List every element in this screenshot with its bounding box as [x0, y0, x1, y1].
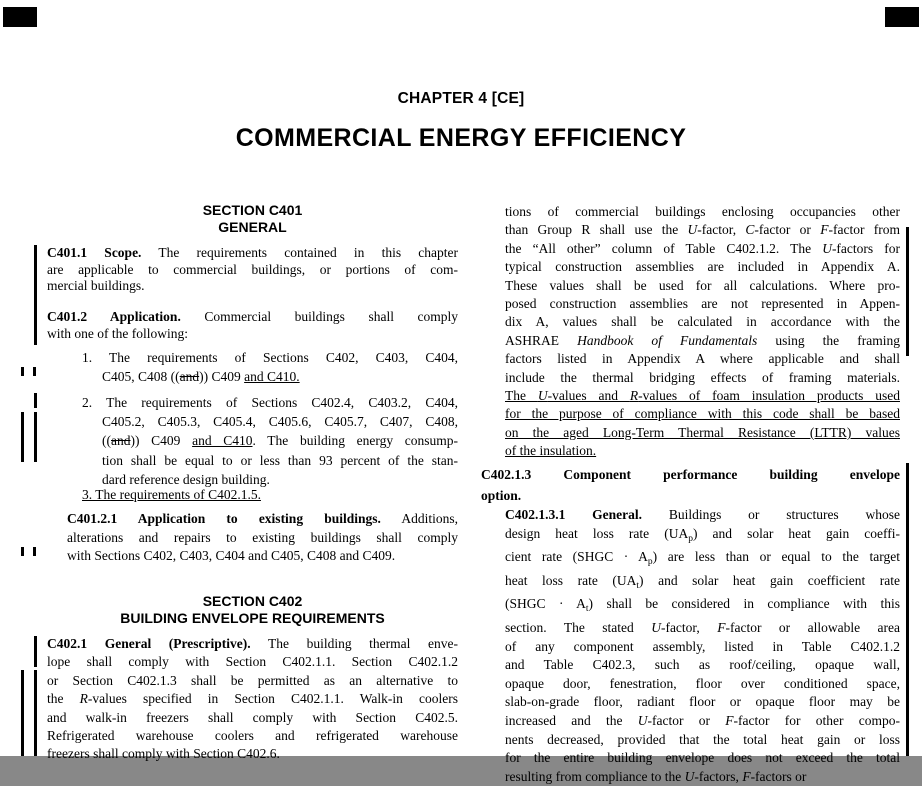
- deletion-bar: [21, 670, 24, 756]
- page-corner-mark-left: [3, 7, 37, 27]
- text-line: C401.1 Scope. The requirements contained in this chapter: [47, 245, 458, 260]
- text-line: of the insulation.: [505, 443, 597, 459]
- text-line: or Section C402.1.3 shall be permitted as an alternative to: [47, 672, 458, 688]
- text-line: C401.2 Application. Commercial buildings shall comply: [47, 309, 458, 324]
- text-line: section. The stated U-factor, F-factor or allowable area: [505, 619, 900, 635]
- text-line: are applicable to commercial buildings, or portions of com-: [47, 261, 458, 277]
- text-line: posed construction assemblies are not represented in Appen-: [505, 296, 900, 312]
- paragraph-c402-1-3-heading: [481, 465, 900, 506]
- text-line: tions of commercial buildings enclosing occupancies other: [505, 204, 900, 219]
- text-line: 1. The requirements of Sections C402, C403, C404,: [82, 350, 458, 365]
- text-line: ASHRAE Handbook of Fundamentals using the framing: [505, 332, 900, 348]
- text-line: mercial buildings.: [47, 278, 145, 293]
- text-line: on the aged Long-Term Thermal Resistance (LTTR) values: [505, 424, 900, 440]
- text-line: the “All other” column of Table C402.1.2. The U-factors for: [505, 240, 901, 256]
- paragraph-c401-2-1-existing-buildings: [47, 510, 458, 566]
- section-number: SECTION C402: [202, 593, 303, 609]
- revision-bar: [906, 463, 909, 756]
- section-title: BUILDING ENVELOPE REQUIREMENTS: [120, 610, 385, 626]
- text-line: 2. The requirements of Sections C402.4, C403.2, C404,: [82, 395, 458, 410]
- text-line: heat loss rate $(UA_t)$ and solar heat gain coefficient rate: [505, 572, 901, 591]
- deletion-tick: [21, 367, 24, 376]
- text-line: and walk-in freezers shall comply with Section C402.5.: [47, 709, 458, 725]
- paragraph-c402-1-general: [47, 635, 458, 764]
- deletion-tick: [33, 547, 36, 556]
- text-line: C401.2.1 Application to existing buildings. Additions,: [67, 511, 458, 526]
- text-line: slab-on-grade floor, radiant floor or opaque floor may be: [505, 694, 900, 710]
- page-title: COMMERCIAL ENERGY EFFICIENCY: [235, 124, 687, 152]
- text-line: of any component assembly, listed in Table C402.1.2: [505, 638, 900, 654]
- numbered-item-3: [47, 485, 458, 504]
- section-number: SECTION C401: [202, 202, 303, 218]
- text-line: opaque door, fenestration, floor over conditioned space,: [505, 675, 900, 691]
- chapter-label: CHAPTER 4 [CE]: [397, 90, 525, 107]
- section-c401-heading: [47, 202, 458, 236]
- deletion-tick: [33, 367, 36, 376]
- deletion-tick: [21, 547, 24, 556]
- text-line: the R-values specified in Section C402.1.1. Walk-in coolers: [47, 691, 458, 707]
- text-line: dix A, values shall be calculated in accordance with the: [505, 314, 900, 330]
- text-line: The U-values and R-values of foam insulation products used: [505, 388, 900, 404]
- numbered-item-2: [47, 393, 458, 489]
- text-line: C402.1 General (Prescriptive). The building thermal enve-: [47, 636, 458, 651]
- section-c402-heading: [47, 593, 458, 627]
- text-line: increased and the U-factor or F-factor for other compo-: [505, 712, 900, 728]
- paragraph-c401-1-scope: [47, 245, 458, 295]
- paragraph-c402-1-3-1-general: [481, 506, 900, 786]
- text-line: nents decreased, provided that the total heat gain or loss: [505, 731, 900, 747]
- text-line: freezers shall comply with Section C402.6.: [47, 746, 280, 762]
- text-line: than Group R shall use the U-factor, C-factor or F-factor from: [505, 222, 900, 238]
- text-line: design heat loss rate $(UA_p)$ and solar heat gain coeffi-: [505, 525, 900, 544]
- text-line: C402.1.3 Component performance building envelope: [481, 467, 900, 482]
- text-line: include the thermal bridging effects of framing materials.: [505, 369, 900, 385]
- text-line: tion shall be equal to or less than 93 percent of the stan-: [102, 452, 458, 468]
- text-line: factors listed in Appendix A where applicable and shall: [505, 351, 900, 367]
- text-line: with Sections C402, C403, C404 and C405, C408 and C409.: [67, 548, 396, 563]
- text-line: dard reference design building.: [102, 471, 270, 487]
- deletion-bar: [34, 412, 37, 462]
- text-line: cient rate (SHGC · $A_p$) are less than or equal to the target: [505, 549, 900, 568]
- text-line: (SHGC · $A_t$) shall be considered in compliance with this: [505, 596, 900, 615]
- text-line: option.: [481, 487, 522, 503]
- text-line: for the entire building envelope does not exceed the total: [505, 750, 900, 766]
- paragraph-c401-2-application: [47, 308, 458, 342]
- text-line: for the purpose of compliance with this code shall be based: [505, 406, 900, 422]
- text-line: C402.1.3.1 General. Buildings or structures whose: [505, 507, 900, 522]
- deletion-bar: [21, 412, 24, 462]
- revision-bar: [34, 636, 37, 667]
- deletion-bar: [34, 670, 37, 756]
- paragraph-c402-1-2-continuation: [481, 203, 900, 461]
- page-corner-mark-right: [885, 7, 919, 27]
- text-line: ((and)) C409 and C410. The building energy consump-: [102, 433, 459, 449]
- revision-bar: [906, 227, 909, 356]
- text-line: Refrigerated warehouse coolers and refrigerated warehouse: [47, 728, 458, 744]
- text-line: with one of the following:: [47, 326, 188, 341]
- text-line: resulting from compliance to the U-factors, F-factors or: [505, 768, 807, 784]
- revision-bar: [34, 393, 37, 408]
- text-line: 3. The requirements of C402.1.5.: [82, 487, 261, 502]
- text-line: typical construction assemblies are included in Appendix A.: [505, 259, 900, 275]
- numbered-item-1: [47, 348, 458, 386]
- text-line: C405.2, C405.3, C405.4, C405.6, C405.7, C407, C408,: [102, 414, 458, 430]
- text-line: C405, C408 ((and)) C409 and C410.: [102, 369, 300, 384]
- revision-bar: [34, 245, 37, 345]
- text-line: and Table C402.3, such as roof/ceiling, opaque wall,: [505, 657, 900, 673]
- section-title: GENERAL: [218, 219, 287, 235]
- text-line: alterations and repairs to existing buildings shall comply: [67, 529, 458, 545]
- text-line: lope shall comply with Section C402.1.1. Section C402.1.2: [47, 654, 458, 670]
- text-line: These values shall be used for all calculations. Where pro-: [505, 277, 900, 293]
